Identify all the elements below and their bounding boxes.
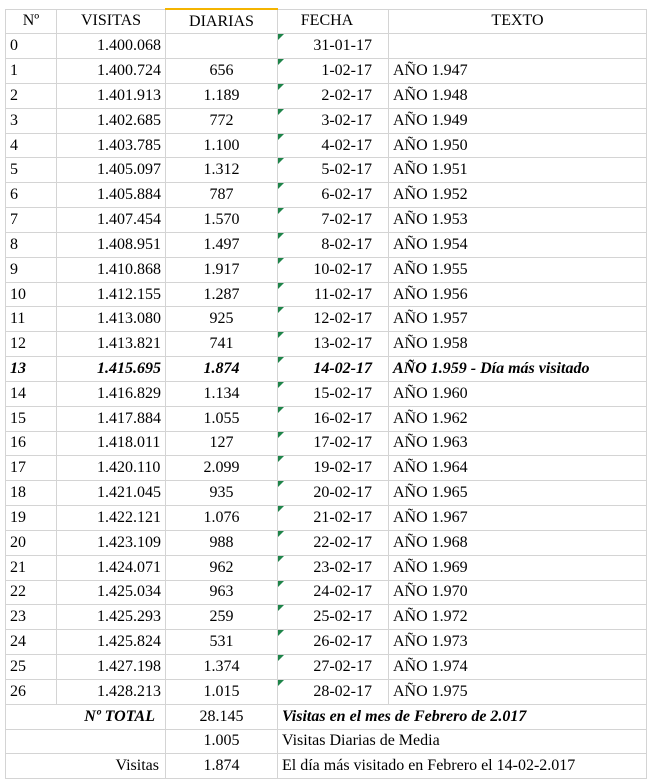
cell-texto[interactable] xyxy=(389,34,647,59)
cell-visitas[interactable]: 1.425.034 xyxy=(57,580,166,605)
table-row xyxy=(6,83,647,108)
cell-texto[interactable]: AÑO 1.951 xyxy=(389,158,647,183)
cell-diarias[interactable]: 1.374 xyxy=(166,655,278,680)
cell-visitas[interactable]: 1.412.155 xyxy=(57,282,166,307)
cell-diarias[interactable]: 772 xyxy=(166,108,278,133)
cell-n[interactable]: 9 xyxy=(6,257,57,282)
cell-texto[interactable]: AÑO 1.958 xyxy=(389,332,647,357)
cell-fecha[interactable]: 10-02-17 xyxy=(278,257,389,282)
cell-diarias[interactable]: 1.570 xyxy=(166,208,278,233)
cell-diarias[interactable]: 935 xyxy=(166,481,278,506)
cell-fecha[interactable]: 4-02-17 xyxy=(278,133,389,158)
cell-diarias[interactable]: 1.312 xyxy=(166,158,278,183)
cell-n[interactable]: 19 xyxy=(6,506,57,531)
cell-n[interactable]: 23 xyxy=(6,605,57,630)
table-row xyxy=(6,630,647,655)
table-row xyxy=(6,282,647,307)
summary-row xyxy=(6,729,647,754)
cell-fecha[interactable]: 11-02-17 xyxy=(278,282,389,307)
cell-fecha[interactable]: 25-02-17 xyxy=(278,605,389,630)
cell-texto[interactable]: AÑO 1.953 xyxy=(389,208,647,233)
cell-fecha[interactable]: 16-02-17 xyxy=(278,406,389,431)
table-row xyxy=(6,381,647,406)
cell-visitas[interactable]: 1.425.824 xyxy=(57,630,166,655)
table-row xyxy=(6,580,647,605)
cell-diarias[interactable]: 1.189 xyxy=(166,83,278,108)
cell-n[interactable]: 24 xyxy=(6,630,57,655)
header-row xyxy=(6,9,647,34)
table-row-highlight xyxy=(6,357,647,382)
cell-texto[interactable]: AÑO 1.955 xyxy=(389,257,647,282)
cell-fecha[interactable]: 26-02-17 xyxy=(278,630,389,655)
cell-fecha[interactable]: 3-02-17 xyxy=(278,108,389,133)
cell-fecha[interactable]: 27-02-17 xyxy=(278,655,389,680)
cell-visitas[interactable]: 1.423.109 xyxy=(57,530,166,555)
cell-visitas[interactable]: 1.425.293 xyxy=(57,605,166,630)
cell-fecha[interactable]: 14-02-17 xyxy=(278,357,389,382)
table-row xyxy=(6,307,647,332)
cell-fecha[interactable]: 22-02-17 xyxy=(278,530,389,555)
table-row xyxy=(6,605,647,630)
cell-texto[interactable]: AÑO 1.972 xyxy=(389,605,647,630)
cell-fecha[interactable]: 17-02-17 xyxy=(278,431,389,456)
cell-diarias[interactable]: 1.917 xyxy=(166,257,278,282)
cell-texto[interactable]: AÑO 1.965 xyxy=(389,481,647,506)
cell-fecha[interactable]: 1-02-17 xyxy=(278,59,389,84)
cell-n[interactable]: 13 xyxy=(6,357,57,382)
table-row xyxy=(6,406,647,431)
cell-fecha[interactable]: 31-01-17 xyxy=(278,34,389,59)
table-row xyxy=(6,59,647,84)
cell-diarias[interactable]: 962 xyxy=(166,555,278,580)
cell-texto[interactable]: AÑO 1.947 xyxy=(389,59,647,84)
cell-diarias[interactable]: 1.287 xyxy=(166,282,278,307)
cell-n[interactable]: 22 xyxy=(6,580,57,605)
cell-n[interactable]: 17 xyxy=(6,456,57,481)
cell-diarias[interactable]: 1.055 xyxy=(166,406,278,431)
cell-texto[interactable]: AÑO 1.964 xyxy=(389,456,647,481)
cell-diarias[interactable]: 1.874 xyxy=(166,357,278,382)
cell-fecha[interactable]: 12-02-17 xyxy=(278,307,389,332)
cell-diarias[interactable]: 531 xyxy=(166,630,278,655)
cell-visitas[interactable]: 1.422.121 xyxy=(57,506,166,531)
header-n[interactable]: Nº xyxy=(6,9,57,34)
summary-label[interactable]: Nº TOTAL xyxy=(6,704,166,729)
cell-n[interactable]: 12 xyxy=(6,332,57,357)
cell-texto[interactable]: AÑO 1.962 xyxy=(389,406,647,431)
cell-visitas[interactable]: 1.410.868 xyxy=(57,257,166,282)
summary-value[interactable]: 1.005 xyxy=(166,729,278,754)
table-row xyxy=(6,257,647,282)
cell-fecha[interactable]: 28-02-17 xyxy=(278,679,389,704)
cell-n[interactable]: 18 xyxy=(6,481,57,506)
cell-diarias[interactable]: 1.497 xyxy=(166,232,278,257)
cell-texto[interactable]: AÑO 1.969 xyxy=(389,555,647,580)
cell-visitas[interactable]: 1.420.110 xyxy=(57,456,166,481)
cell-visitas[interactable]: 1.401.913 xyxy=(57,83,166,108)
cell-visitas[interactable]: 1.403.785 xyxy=(57,133,166,158)
cell-visitas[interactable]: 1.421.045 xyxy=(57,481,166,506)
table-row xyxy=(6,530,647,555)
cell-visitas[interactable]: 1.415.695 xyxy=(57,357,166,382)
cell-visitas[interactable]: 1.405.884 xyxy=(57,183,166,208)
cell-n[interactable]: 14 xyxy=(6,381,57,406)
cell-fecha[interactable]: 13-02-17 xyxy=(278,332,389,357)
cell-texto[interactable]: AÑO 1.956 xyxy=(389,282,647,307)
cell-n[interactable]: 26 xyxy=(6,679,57,704)
table-row xyxy=(6,679,647,704)
table-row xyxy=(6,332,647,357)
cell-n[interactable]: 21 xyxy=(6,555,57,580)
cell-n[interactable]: 0 xyxy=(6,34,57,59)
cell-fecha[interactable]: 6-02-17 xyxy=(278,183,389,208)
table-row xyxy=(6,655,647,680)
cell-texto[interactable]: AÑO 1.949 xyxy=(389,108,647,133)
table-row xyxy=(6,108,647,133)
summary-label[interactable]: Visitas xyxy=(6,754,166,779)
header-row-group xyxy=(6,9,647,34)
table-row xyxy=(6,158,647,183)
cell-texto[interactable]: AÑO 1.948 xyxy=(389,83,647,108)
cell-texto[interactable]: AÑO 1.960 xyxy=(389,381,647,406)
cell-diarias[interactable]: 127 xyxy=(166,431,278,456)
cell-fecha[interactable]: 2-02-17 xyxy=(278,83,389,108)
cell-n[interactable]: 1 xyxy=(6,59,57,84)
cell-texto[interactable]: AÑO 1.967 xyxy=(389,506,647,531)
cell-visitas[interactable]: 1.427.198 xyxy=(57,655,166,680)
cell-visitas[interactable]: 1.402.685 xyxy=(57,108,166,133)
cell-visitas[interactable]: 1.405.097 xyxy=(57,158,166,183)
summary-note[interactable]: El día más visitado en Febrero el 14-02-2.017 xyxy=(278,754,647,779)
cell-n[interactable]: 11 xyxy=(6,307,57,332)
cell-diarias[interactable] xyxy=(166,34,278,59)
table-row xyxy=(6,34,647,59)
table-row xyxy=(6,208,647,233)
cell-texto[interactable]: AÑO 1.975 xyxy=(389,679,647,704)
cell-visitas[interactable]: 1.424.071 xyxy=(57,555,166,580)
cell-fecha[interactable]: 8-02-17 xyxy=(278,232,389,257)
table-row xyxy=(6,232,647,257)
cell-fecha[interactable]: 15-02-17 xyxy=(278,381,389,406)
cell-visitas[interactable]: 1.413.080 xyxy=(57,307,166,332)
cell-fecha[interactable]: 7-02-17 xyxy=(278,208,389,233)
table-row xyxy=(6,481,647,506)
cell-diarias[interactable]: 787 xyxy=(166,183,278,208)
cell-n[interactable]: 6 xyxy=(6,183,57,208)
cell-n[interactable]: 8 xyxy=(6,232,57,257)
cell-n[interactable]: 3 xyxy=(6,108,57,133)
cell-diarias[interactable]: 2.099 xyxy=(166,456,278,481)
header-texto[interactable]: TEXTO xyxy=(389,9,647,34)
cell-n[interactable]: 25 xyxy=(6,655,57,680)
header-visitas[interactable]: VISITAS xyxy=(57,9,166,34)
cell-fecha[interactable]: 21-02-17 xyxy=(278,506,389,531)
table-row xyxy=(6,431,647,456)
cell-n[interactable]: 4 xyxy=(6,133,57,158)
cell-n[interactable]: 2 xyxy=(6,83,57,108)
cell-n[interactable]: 7 xyxy=(6,208,57,233)
cell-texto[interactable]: AÑO 1.954 xyxy=(389,232,647,257)
cell-fecha[interactable]: 5-02-17 xyxy=(278,158,389,183)
data-rows xyxy=(6,34,647,704)
table-row xyxy=(6,506,647,531)
cell-diarias[interactable]: 963 xyxy=(166,580,278,605)
summary-value[interactable]: 28.145 xyxy=(166,704,278,729)
header-diarias[interactable]: DIARIAS xyxy=(166,9,278,34)
cell-texto[interactable]: AÑO 1.968 xyxy=(389,530,647,555)
table-row xyxy=(6,456,647,481)
cell-fecha[interactable]: 19-02-17 xyxy=(278,456,389,481)
cell-visitas[interactable]: 1.418.011 xyxy=(57,431,166,456)
cell-texto[interactable]: AÑO 1.952 xyxy=(389,183,647,208)
table-row xyxy=(6,555,647,580)
summary-rows xyxy=(6,704,647,778)
cell-texto[interactable]: AÑO 1.950 xyxy=(389,133,647,158)
summary-label[interactable] xyxy=(6,729,166,754)
cell-visitas[interactable]: 1.400.068 xyxy=(57,34,166,59)
cell-texto[interactable]: AÑO 1.974 xyxy=(389,655,647,680)
header-fecha[interactable]: FECHA xyxy=(278,9,389,34)
cell-diarias[interactable]: 1.076 xyxy=(166,506,278,531)
cell-diarias[interactable]: 1.100 xyxy=(166,133,278,158)
cell-diarias[interactable]: 988 xyxy=(166,530,278,555)
cell-visitas[interactable]: 1.416.829 xyxy=(57,381,166,406)
cell-diarias[interactable]: 1.015 xyxy=(166,679,278,704)
cell-n[interactable]: 10 xyxy=(6,282,57,307)
cell-diarias[interactable]: 259 xyxy=(166,605,278,630)
cell-n[interactable]: 15 xyxy=(6,406,57,431)
cell-diarias[interactable]: 741 xyxy=(166,332,278,357)
summary-note[interactable]: Visitas en el mes de Febrero de 2.017 xyxy=(278,704,647,729)
cell-n[interactable]: 5 xyxy=(6,158,57,183)
cell-visitas[interactable]: 1.428.213 xyxy=(57,679,166,704)
summary-row xyxy=(6,754,647,779)
summary-value[interactable]: 1.874 xyxy=(166,754,278,779)
cell-texto[interactable]: AÑO 1.959 - Día más visitado xyxy=(389,357,647,382)
cell-fecha[interactable]: 24-02-17 xyxy=(278,580,389,605)
cell-fecha[interactable]: 23-02-17 xyxy=(278,555,389,580)
cell-n[interactable]: 16 xyxy=(6,431,57,456)
cell-diarias[interactable]: 656 xyxy=(166,59,278,84)
table-row xyxy=(6,183,647,208)
table-row xyxy=(6,133,647,158)
cell-fecha[interactable]: 20-02-17 xyxy=(278,481,389,506)
cell-visitas[interactable]: 1.408.951 xyxy=(57,232,166,257)
summary-note[interactable]: Visitas Diarias de Media xyxy=(278,729,647,754)
cell-texto[interactable]: AÑO 1.963 xyxy=(389,431,647,456)
cell-visitas[interactable]: 1.407.454 xyxy=(57,208,166,233)
cell-visitas[interactable]: 1.417.884 xyxy=(57,406,166,431)
cell-texto[interactable]: AÑO 1.970 xyxy=(389,580,647,605)
cell-visitas[interactable]: 1.413.821 xyxy=(57,332,166,357)
cell-n[interactable]: 20 xyxy=(6,530,57,555)
cell-texto[interactable]: AÑO 1.957 xyxy=(389,307,647,332)
spreadsheet-table xyxy=(5,8,647,779)
cell-diarias[interactable]: 1.134 xyxy=(166,381,278,406)
cell-texto[interactable]: AÑO 1.973 xyxy=(389,630,647,655)
cell-diarias[interactable]: 925 xyxy=(166,307,278,332)
cell-visitas[interactable]: 1.400.724 xyxy=(57,59,166,84)
summary-row xyxy=(6,704,647,729)
